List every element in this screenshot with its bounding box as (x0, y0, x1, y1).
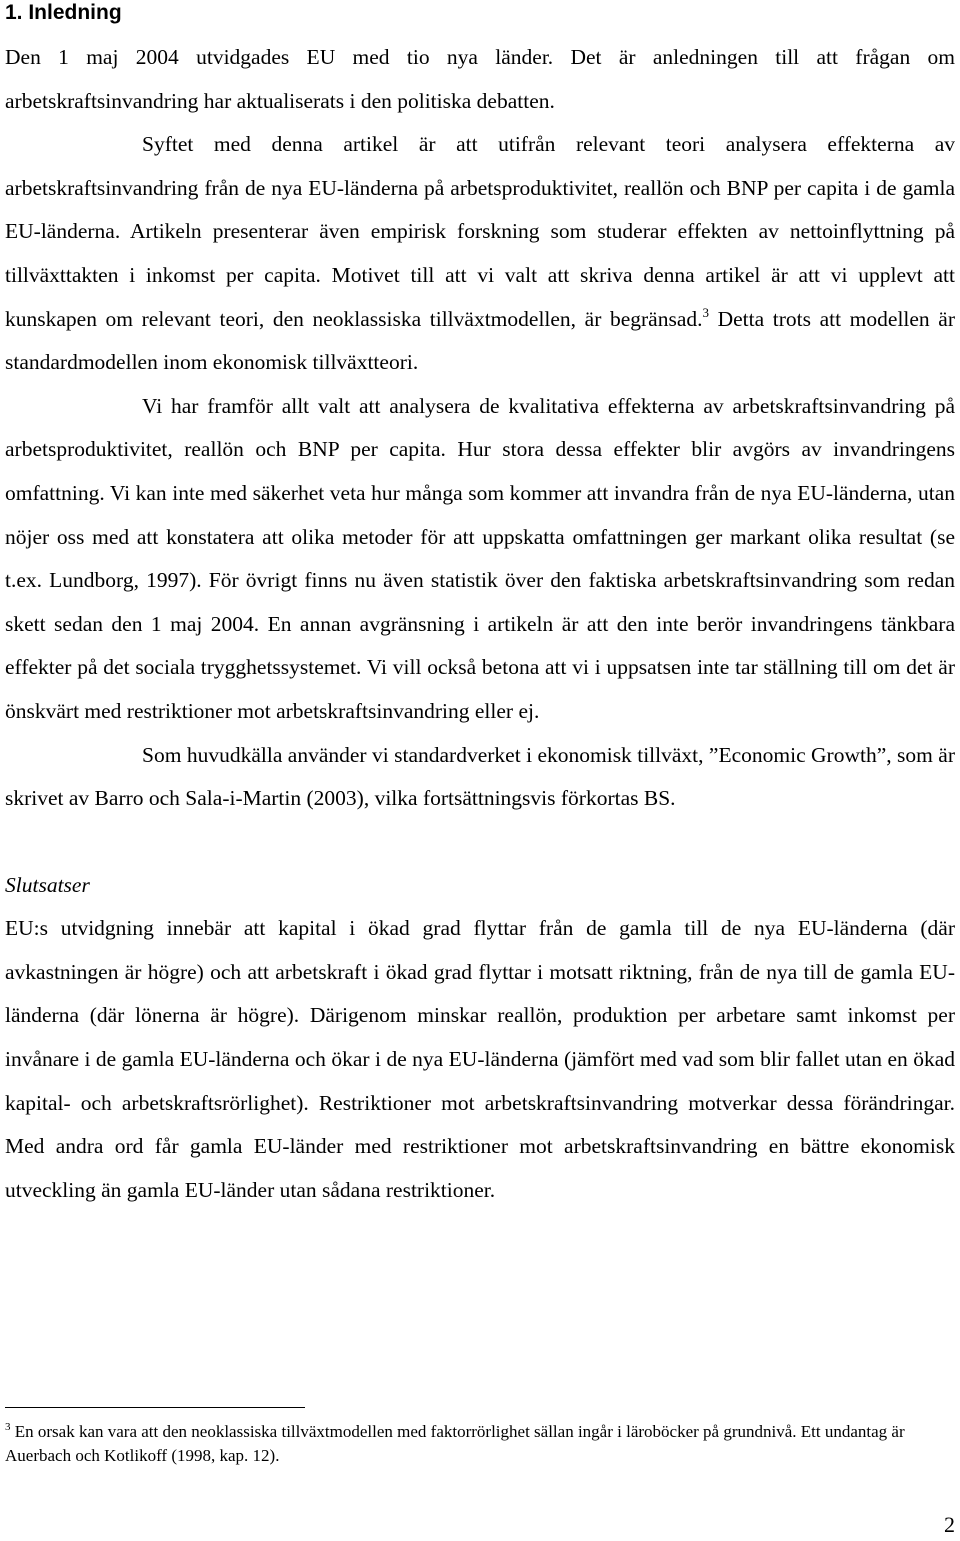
conclusions-paragraph: EU:s utvidgning innebär att kapital i ökad grad flyttar från de gamla till de nya EU-länderna (där avkastningen är högre) och att arbetskraft i ökad grad flyttar i motsatt riktning, från de nya till de gamla EU-länderna (där lönerna är högre). Därigenom minskar reallön, produktion per arbetare samt inkomst per invånare i de gamla EU-länderna och ökar i de nya EU-länderna (jämfört med vad som blir fallet utan en ökad kapital- och arbetskraftsrörlighet). Restriktioner mot arbetskraftsinvandring motverkar dessa förändringar. Med andra ord får gamla EU-länder med restriktioner mot arbetskraftsinvandring en bättre ekonomisk utveckling än gamla EU-länder utan sådana restriktioner. (5, 916, 955, 1202)
conclusions-heading: Slutsatser (5, 872, 90, 897)
footnote-reference[interactable]: 3 (702, 304, 709, 320)
intro-paragraph-2 (5, 123, 955, 385)
document-body (5, 0, 955, 1212)
intro-paragraph-3: Vi har framför allt valt att analysera de kvalitativa effekterna av arbetskraftsinvandring på arbetsproduktivitet, reallön och BNP per capita. Hur stora dessa effekter blir avgörs av invandringens omfattning. Vi kan inte med säkerhet veta hur många som kommer att invandra från de nya EU-länderna, utan nöjer oss med att konstatera att olika metoder för att uppskatta omfattningen ger markant olika resultat (se t.ex. Lundborg, 1997). För övrigt finns nu även statistik över den faktiska arbetskraftsinvandring som redan skett sedan den 1 maj 2004. En annan avgränsning i artikeln är att den inte berör invandringens tänkbara effekter på det sociala trygghetssystemet. Vi vill också betona att vi i uppsatsen inte tar ställning till om det är önskvärt med restriktioner mot arbetskraftsinvandring eller ej. (5, 393, 955, 723)
intro-paragraph-1: Den 1 maj 2004 utvidgades EU med tio nya länder. Det är anledningen till att frågan om arbetskraftsinvandring har aktualiserats i den politiska debatten. (5, 45, 955, 113)
intro-paragraph-2-text: Syftet med denna artikel är att utifrån relevant teori analysera effekterna av arbetskraftsinvandring från de nya EU-länderna på arbetsproduktivitet, reallön och BNP per capita i de gamla EU-länderna. Artikeln presenterar även empirisk forskning som studerar effekten av nettoinflyttning på tillväxttakten i inkomst per capita. Motivet till att vi valt att skriva denna artikel är att vi upplevt att kunskapen om relevant teori, den neoklassiska tillväxtmodellen, är begränsad. (5, 132, 955, 331)
intro-paragraph-2-text-continued: Detta trots att modellen är standardmodellen inom ekonomisk tillväxtteori. (5, 306, 955, 375)
section-heading: 1. Inledning (5, 1, 122, 24)
page-number: 2 (944, 1512, 955, 1537)
footnote (5, 1420, 905, 1468)
footnote-marker: 3 (5, 1421, 11, 1433)
intro-paragraph-4: Som huvudkälla använder vi standardverket i ekonomisk tillväxt, ”Economic Growth”, som är skrivet av Barro och Sala-i-Martin (2003), vilka fortsättningsvis förkortas BS. (5, 742, 955, 811)
footnote-divider (5, 1407, 305, 1408)
footnote-text: En orsak kan vara att den neoklassiska tillväxtmodellen med faktorrörlighet sällan ingår i läroböcker på grundnivå. Ett undantag är Auerbach och Kotlikoff (1998, kap. 12). (5, 1422, 905, 1465)
